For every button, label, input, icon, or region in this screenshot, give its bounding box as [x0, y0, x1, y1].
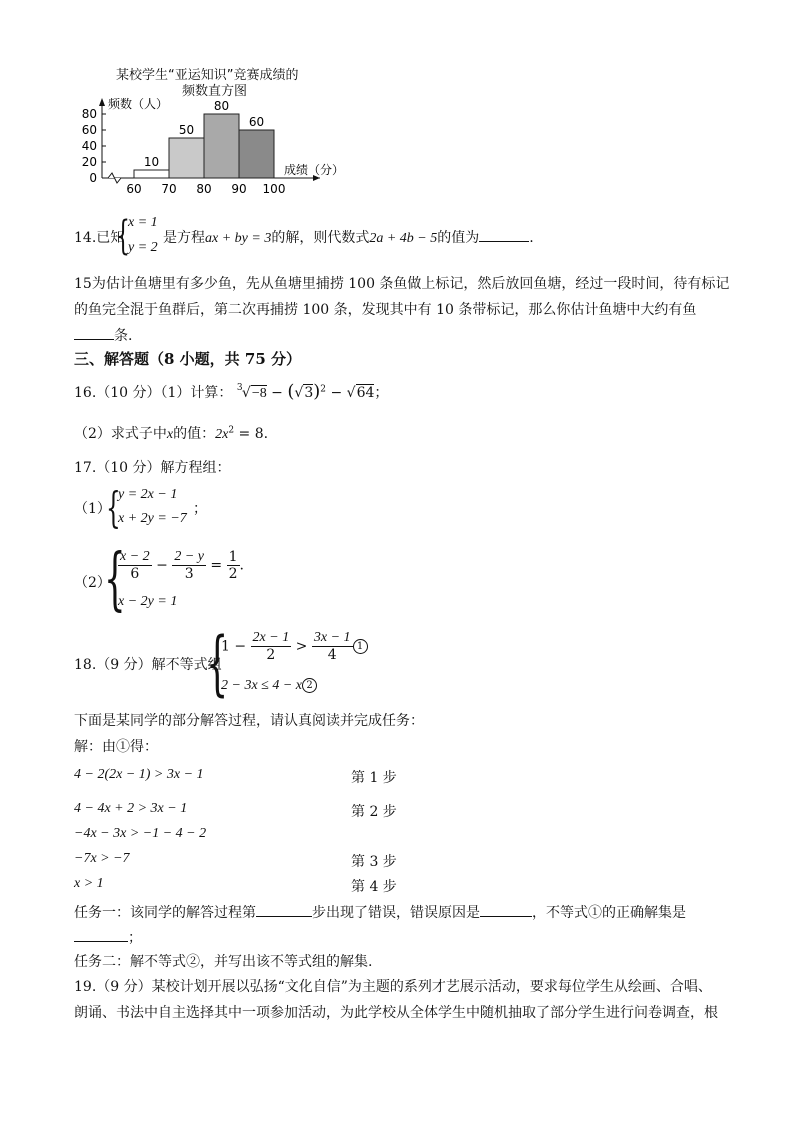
step-tag: 第 1 步	[351, 770, 397, 786]
q18-brace: {	[206, 622, 229, 704]
q18-solution-start: 解：由①得：	[74, 739, 158, 755]
y-axis-arrow	[99, 98, 105, 106]
q17-p2-den1: 6	[130, 566, 140, 583]
cube-root-radicand: −8	[251, 386, 267, 401]
step-tag: 第 2 步	[351, 804, 397, 820]
y-axis-label: 频数（人）	[108, 97, 169, 111]
q14-end: .	[529, 230, 534, 246]
q19-line1: 19.（9 分）某校计划开展以弘扬“文化自信”为主题的系列才艺展示活动，要求每位学生从绘画、合唱、	[74, 979, 712, 995]
step-expr: 4 − 4x + 2 > 3x − 1	[74, 801, 188, 816]
y-tick-label: 60	[81, 123, 97, 137]
q16-label: 16.（10 分）（1）计算：	[74, 385, 233, 401]
x-tick-label: 80	[196, 182, 212, 196]
q18-mark-1: 1	[353, 639, 368, 654]
q16-part2-rhs: = 8	[234, 426, 264, 442]
q18-task2: 任务二：解不等式②，并写出该不等式组的解集.	[74, 954, 373, 970]
q16-part2-exp: 2	[228, 425, 235, 436]
q18-i1-den1: 2	[266, 647, 276, 664]
q16-square: 2	[320, 384, 326, 395]
bar-value-label: 50	[178, 123, 195, 137]
q16-part2	[74, 423, 268, 443]
axis-break-mark	[108, 173, 121, 183]
q18-i1-num2: 3x − 1	[312, 630, 353, 647]
x-tick-label: 70	[161, 182, 177, 196]
x-axis-label: 成绩（分）	[284, 163, 345, 177]
q18-task1-line2	[74, 927, 142, 947]
q17-p1-eq1: y = 2x − 1	[118, 487, 178, 502]
q17-p2-minus: −	[151, 557, 173, 574]
q17-label: 17.（10 分）解方程组：	[74, 460, 231, 476]
step-expr: 4 − 2(2x − 1) > 3x − 1	[74, 767, 204, 782]
cube-root: 3 √−8	[236, 383, 267, 401]
q16-minus1: −	[266, 385, 288, 401]
q18-task1-end: ；	[128, 930, 142, 946]
q17-p1-label: （1）	[74, 501, 111, 517]
q17-p2-eq1	[118, 549, 244, 582]
histogram-bar	[134, 170, 169, 178]
histogram-figure	[70, 58, 360, 208]
q14-system-eq2: y = 2	[128, 240, 158, 255]
y-tick-label: 80	[81, 107, 97, 121]
step-tag: 第 4 步	[351, 879, 397, 895]
x-tick-label: 90	[231, 182, 247, 196]
q17-p1-brace: {	[106, 483, 121, 532]
section-3-heading: 三、解答题（8 小题，共 75 分）	[74, 350, 301, 368]
q17-p2-brace: {	[104, 540, 126, 619]
bar-value-label: 80	[213, 99, 230, 113]
q17-p2-num1: x − 2	[118, 549, 152, 566]
q15-answer-blank[interactable]	[74, 325, 114, 340]
q18-label: 18.（9 分）解不等式组	[74, 657, 222, 673]
q14-expression: 2a + 4b − 5	[369, 231, 438, 246]
y-tick-label: 40	[81, 139, 97, 153]
q17-p2-num3: 1	[228, 549, 238, 565]
q16-part2-label: （2）求式子中	[74, 426, 167, 442]
q19-line2: 朗诵、书法中自主选择其中一项参加活动，为此学校从全体学生中随机抽取了部分学生进行问卷调查，根	[74, 1005, 718, 1021]
q15-line3	[74, 325, 132, 345]
cube-root-index: 3	[236, 383, 243, 393]
q18-task1-b: 步出现了错误，错误原因是	[312, 905, 480, 921]
chart-title-line2: 频数直方图	[182, 84, 248, 99]
q18-i1-a: 1 −	[221, 638, 251, 655]
q14-answer-blank[interactable]	[479, 227, 529, 242]
q16-minus2: −	[326, 385, 347, 401]
histogram-bar	[169, 138, 204, 178]
q16-part2-lhs: 2x	[215, 427, 229, 442]
q17-p1-end: ；	[193, 501, 207, 517]
q17-p2-eq2: x − 2y = 1	[118, 594, 178, 609]
q18-task1	[74, 902, 686, 922]
chart-title-line1: 某校学生“亚运知识”竞赛成绩的	[116, 68, 299, 83]
q17-p2-den3: 2	[228, 566, 238, 583]
q17-p2-eq: =	[205, 557, 227, 574]
q16-part1: 16.（10 分）（1）计算： 3 $√-8 - (√3)^2 - √64$；	[74, 381, 389, 402]
q18-intro: 下面是某同学的部分解答过程，请认真阅读并完成任务：	[74, 713, 424, 729]
q15-tail: 条.	[114, 328, 133, 344]
q16-part2-end: .	[263, 426, 269, 442]
bar-value-label: 10	[143, 155, 160, 169]
q18-task1-blank3[interactable]	[74, 927, 128, 942]
y-tick-label: 0	[89, 171, 97, 185]
q14-mid2: 的解，则代数式	[271, 230, 370, 246]
bar-value-label: 60	[248, 115, 265, 129]
q18-task1-a: 任务一：该同学的解答过程第	[74, 905, 256, 921]
q18-i1-den2: 4	[327, 647, 337, 664]
step-expr: x > 1	[74, 876, 104, 891]
histogram-bar	[204, 114, 239, 178]
x-tick-label: 60	[126, 182, 142, 196]
q15-line2: 的鱼完全混于鱼群后，第二次再捕捞 100 条，发现其中有 10 条带标记，那么你估计鱼塘中大约有鱼	[74, 302, 697, 318]
sqrt3-radicand: 3	[304, 385, 314, 401]
q18-ineq1	[221, 630, 368, 663]
q16-part2-text: 的值：	[173, 426, 216, 442]
step-tag: 第 3 步	[351, 854, 397, 870]
q16-semicolon: ；	[374, 385, 389, 401]
histogram-chart	[70, 58, 360, 208]
x-tick-label: 100	[262, 182, 286, 196]
q18-mark-2: 2	[302, 678, 317, 693]
q14-tail: 的值为	[437, 230, 480, 246]
q18-i1-gt: >	[291, 638, 312, 655]
q18-task1-blank1[interactable]	[256, 902, 312, 917]
y-tick-label: 20	[81, 155, 97, 169]
q17-p2-label: （2）	[74, 575, 111, 591]
q17-p2-end: .	[239, 557, 244, 574]
q15-line1: 15为估计鱼塘里有多少鱼，先从鱼塘里捕捞 100 条鱼做上标记，然后放回鱼塘，经过一段时间，待有标记	[74, 276, 730, 292]
q14-prefix: 14.已知	[74, 230, 125, 246]
q18-task1-blank2[interactable]	[480, 902, 532, 917]
histogram-bar	[239, 130, 274, 178]
sqrt64-radicand: 64	[356, 385, 375, 401]
q14-text	[163, 227, 534, 247]
q18-task1-c: ，不等式①的正确解集是	[532, 905, 686, 921]
q17-p2-den2: 3	[184, 566, 194, 583]
q14-brace: {	[116, 213, 130, 259]
q18-ineq2	[221, 677, 317, 694]
q18-i1-num1: 2x − 1	[251, 630, 292, 647]
step-expr: −7x > −7	[74, 851, 130, 866]
q18-i2: 2 − 3x ≤ 4 − x	[221, 678, 303, 693]
q16-part2-var: x	[166, 427, 174, 442]
q14-equation: ax + by = 3	[205, 231, 272, 246]
step-expr: −4x − 3x > −1 − 4 − 2	[74, 826, 207, 841]
q17-p1-eq2: x + 2y = −7	[118, 511, 187, 526]
q14-system-eq1: x = 1	[128, 215, 158, 230]
q17-p2-num2: 2 − y	[172, 549, 206, 566]
q14-mid1: 是方程	[163, 230, 205, 246]
